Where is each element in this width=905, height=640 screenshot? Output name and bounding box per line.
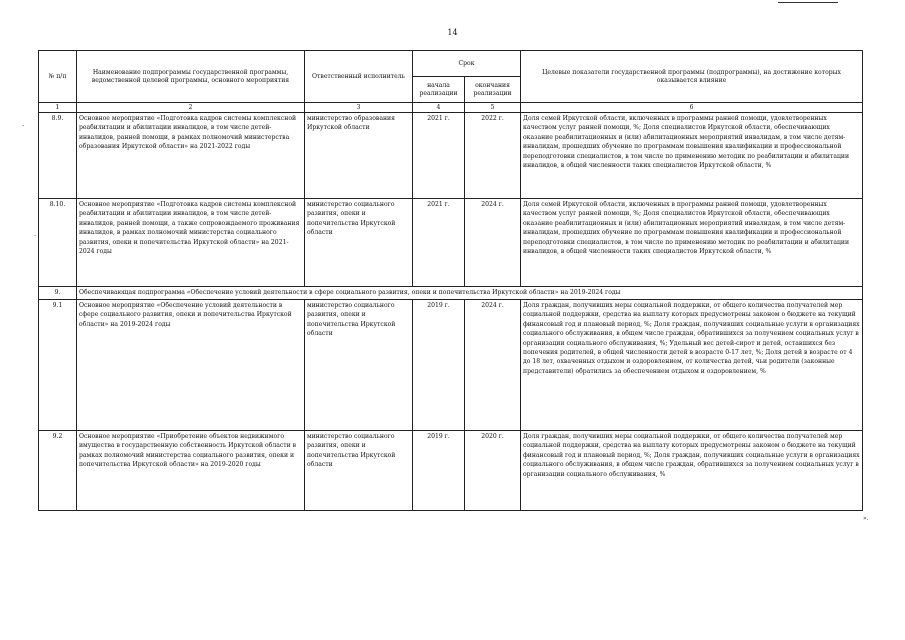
row-number: 9.1 [39, 300, 77, 431]
row-name: Основное мероприятие «Подготовка кадров системы комплексной реабилитации и абилитации инвалидов, в том числе детей-инвалидов, ранней помощи, а также сопровождаемого проживания инвалидов, в рамках полномочий министерства социального развития, опеки и попечительства Иркутской области» на 2021-2024 годы [77, 199, 305, 287]
section-title: Обеспечивающая подпрограмма «Обеспечение условий деятельности в сфере социального развития, опеки и попечительства Иркутской области» на 2019-2024 годы [77, 287, 863, 300]
page-number: 14 [447, 28, 458, 37]
header-indicators: Целевые показатели государственной программы (подпрограммы), на достижение которых оказывается влияние [521, 51, 863, 103]
section-row [39, 287, 863, 300]
column-number-row [39, 103, 863, 113]
column-number: 6 [521, 103, 863, 113]
row-indicators: Доля граждан, получивших меры социальной поддержки, от общего количества получателей мер социальной поддержки, средства на выплату которых предусмотрены законом о бюджете на текущий финансовый год и плановый период, %; Доля граждан, получивших социальные услуги в организациях социального обслуживания, в общем числе граждан, обратившихся за получением социальных услуг в организации социального обслуживания, %; Удельный вес детей-сирот и детей, оставшихся без попечения родителей, в общей численности детей в возрасте 0-17 лет, %; Доля детей в возрасте от 4 до 18 лет, охваченных отдыхом и оздоровлением, от количества детей, чьи родители (законные представители) обратились за обеспечением отдыхом и оздоровлением, % [521, 300, 863, 431]
table-row [39, 300, 863, 431]
row-indicators: Доля семей Иркутской области, включенных в программы ранней помощи, удовлетворенных качеством услуг ранней помощи, %; Доля специалистов Иркутской области, обеспечивающих оказание реабилитационных и (или) абилитационных мероприятий инвалидам, в том числе детям-инвалидам, прошедших обучение по программам повышения квалификации и профессиональной переподготовки специалистов, в том числе по применению методик по реабилитации и абилитации инвалидов, в общей численности таких специалистов Иркутской области, % [521, 113, 863, 199]
row-start: 2019 г. [413, 431, 465, 511]
row-indicators: Доля семей Иркутской области, включенных в программы ранней помощи, удовлетворенных качеством услуг ранней помощи, %; Доля специалистов Иркутской области, обеспечивающих оказание реабилитационных и (или) абилитационных мероприятий инвалидам, в том числе детям-инвалидам, прошедших обучение по программам повышения квалификации и профессиональной переподготовки специалистов, в том числе по применению методик по реабилитации и абилитации инвалидов, в общей численности таких специалистов Иркутской области, % [521, 199, 863, 287]
header-name: Наименование подпрограммы государственной программы, ведомственной целевой программы, основного мероприятия [77, 51, 305, 103]
header-num: № п/п [39, 51, 77, 103]
column-number: 2 [77, 103, 305, 113]
section-number: 9. [39, 287, 77, 300]
row-name: Основное мероприятие «Подготовка кадров системы комплексной реабилитации и абилитации инвалидов, в том числе детей-инвалидов, ранней помощи, в рамках полномочий министерства образования Иркутской области» на 2021-2022 годы [77, 113, 305, 199]
table-row [39, 113, 863, 199]
row-start: 2021 г. [413, 199, 465, 287]
corner-rule [778, 2, 838, 3]
header-end: окончания реализации [465, 77, 521, 103]
program-table [38, 50, 863, 511]
header-term: Срок [413, 51, 521, 77]
table-row [39, 431, 863, 511]
row-end: 2022 г. [465, 113, 521, 199]
row-end: 2024 г. [465, 300, 521, 431]
margin-mark: . [34, 230, 37, 238]
header-start: начала реализации [413, 77, 465, 103]
row-executor: министерство социального развития, опеки и попечительства Иркутской области [305, 199, 413, 287]
row-start: 2021 г. [413, 113, 465, 199]
column-number: 3 [305, 103, 413, 113]
column-number: 4 [413, 103, 465, 113]
row-name: Основное мероприятие «Обеспечение условий деятельности в сфере социального развития, опеки и попечительства Иркутской области» на 2019-2024 годы [77, 300, 305, 431]
column-number: 5 [465, 103, 521, 113]
row-number: 9.2 [39, 431, 77, 511]
row-number: 8.10. [39, 199, 77, 287]
row-end: 2024 г. [465, 199, 521, 287]
table-row [39, 199, 863, 287]
row-executor: министерство социального развития, опеки и попечительства Иркутской области [305, 431, 413, 511]
row-executor: министерство социального развития, опеки и попечительства Иркутской области [305, 300, 413, 431]
row-indicators: Доля граждан, получивших меры социальной поддержки, от общего количества получателей мер социальной поддержки, средства на выплату которых предусмотрены законом о бюджете на текущий финансовый год и плановый период, %; Доля граждан, получивших социальные услуги в организациях социального обслуживания, в общем числе граждан, обратившихся за получением социальных услуг в организации социального обслуживания, % [521, 431, 863, 511]
column-number: 1 [39, 103, 77, 113]
row-end: 2020 г. [465, 431, 521, 511]
row-start: 2019 г. [413, 300, 465, 431]
row-number: 8.9. [39, 113, 77, 199]
closing-quote-mark: ». [863, 515, 869, 522]
header-executor: Ответственный исполнитель [305, 51, 413, 103]
row-name: Основное мероприятие «Приобретение объектов недвижимого имущества в государственную собственность Иркутской области в рамках полномочий министерства социального развития, опеки и попечительства Иркутской области» на 2019-2020 годы [77, 431, 305, 511]
row-executor: министерство образования Иркутской области [305, 113, 413, 199]
margin-mark: - [22, 122, 25, 130]
